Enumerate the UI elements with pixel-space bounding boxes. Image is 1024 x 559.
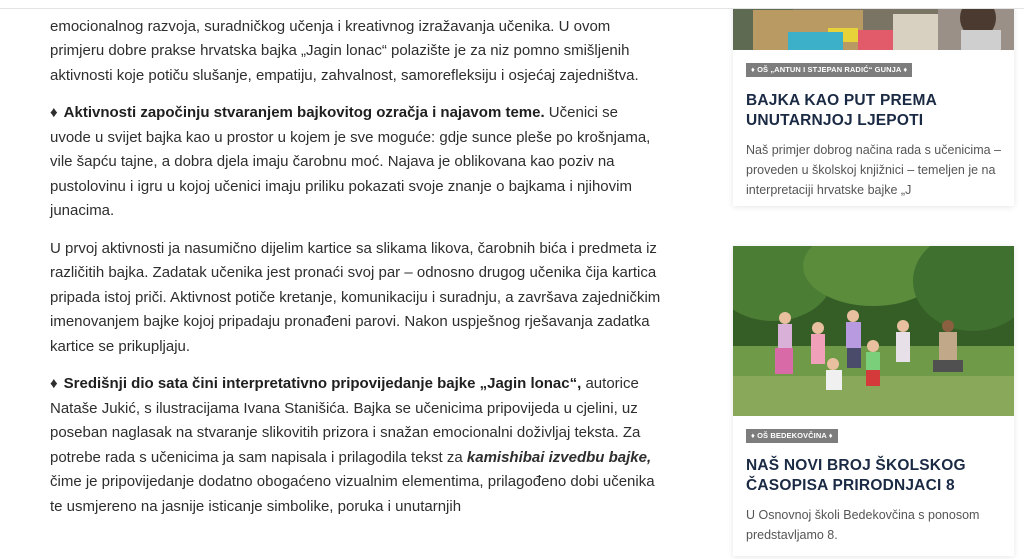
- post-excerpt: Naš primjer dobrog načina rada s učenicima – proveden u školskoj knjižnici – temeljen je na interpretaciji hrvatske bajke „J: [746, 143, 1001, 197]
- diamond-bullet-icon: ♦: [50, 375, 58, 392]
- paragraph-first-activity: U prvoj aktivnosti ja nasumično dijelim kartice sa slikama likova, čarobnih bića i predmeta iz različitih bajka. Zadatak učenika jest pronaći svoj par – odnosno drugog učenika čija kartica pripada istoj priči. Aktivnost potiče kretanje, komunikaciju i suradnju, a završava zajedničkim imenovanjem bajke kojoj pripadaju pronađeni parovi. Nakon uspješnog rješavanja zadatka kartice se prikupljaju.: [50, 239, 661, 355]
- post-title-link[interactable]: BAJKA KAO PUT PREMA UNUTARNJOJ LJEPOTI: [746, 92, 937, 129]
- paragraph-text: čime je pripovijedanje dodatno obogaćeno vizualnim elementima, prilagođeno dobi učenika te usmjereno na jasnije isticanje simbolike, poruka i unutarnjih: [50, 473, 655, 515]
- bold-lead: Aktivnosti započinju stvaranjem bajkovitog ozračja i najavom teme.: [63, 104, 545, 121]
- related-post-card[interactable]: [733, 246, 1014, 556]
- school-badge[interactable]: ♦ OŠ BEDEKOVČINA ♦: [746, 429, 838, 443]
- paragraph-text: autorice Nataše Jukić, s ilustracijama Ivana Stanišića. Bajka se učenicima pripovijeda u cjelini, uz poseban naglasak na stvaranje slikovitih prizora i snažan emocionalni doživljaj teksta. Za potrebe rada s učenicima ja sam napisala i prilagodila tekst za: [50, 375, 641, 466]
- related-post-card[interactable]: [733, 0, 1014, 206]
- school-badge[interactable]: ♦ OŠ „ANTUN I STJEPAN RADIĆ“ GUNJA ♦: [746, 63, 912, 77]
- post-title-link[interactable]: NAŠ NOVI BROJ ŠKOLSKOG ČASOPISA PRIRODNJACI 8: [746, 457, 966, 494]
- article-body: [50, 0, 662, 532]
- paragraph-central-part: [50, 372, 662, 519]
- paragraph-activities-intro: [50, 101, 662, 224]
- post-excerpt: U Osnovnoj školi Bedekovčina s ponosom predstavljamo 8.: [746, 508, 980, 542]
- top-header-bar: [0, 0, 1024, 9]
- bold-italic-phrase: kamishibai izvedbu bajke,: [466, 448, 652, 466]
- bold-lead: Središnji dio sata čini interpretativno pripovijedanje bajke „Jagin lonac“,: [63, 375, 582, 392]
- diamond-bullet-icon: ♦: [50, 104, 58, 121]
- paragraph-intro: emocionalnog razvoja, suradničkog učenja i kreativnog izražavanja učenika. U ovom primjeru dobre prakse hrvatska bajka „Jagin lonac“ polazište je za niz pomno smišljenih aktivnosti koje potiču slušanje, empatiju, zahvalnost, samorefleksiju i osjećaj zajedništva.: [50, 17, 639, 84]
- post-thumbnail[interactable]: [733, 246, 1014, 416]
- paragraph-text: Učenici se uvode u svijet bajka kao u prostor u kojem je sve moguće: gdje sunce pleše po krošnjama, vile šapću tajne, a dobra djela imaju čarobnu moć. Najava je oblikovana kao poziv na pustolovinu i igru u kojoj učenici imaju priliku pokazati svoje znanje o bajkama i njihovim junacima.: [50, 104, 651, 219]
